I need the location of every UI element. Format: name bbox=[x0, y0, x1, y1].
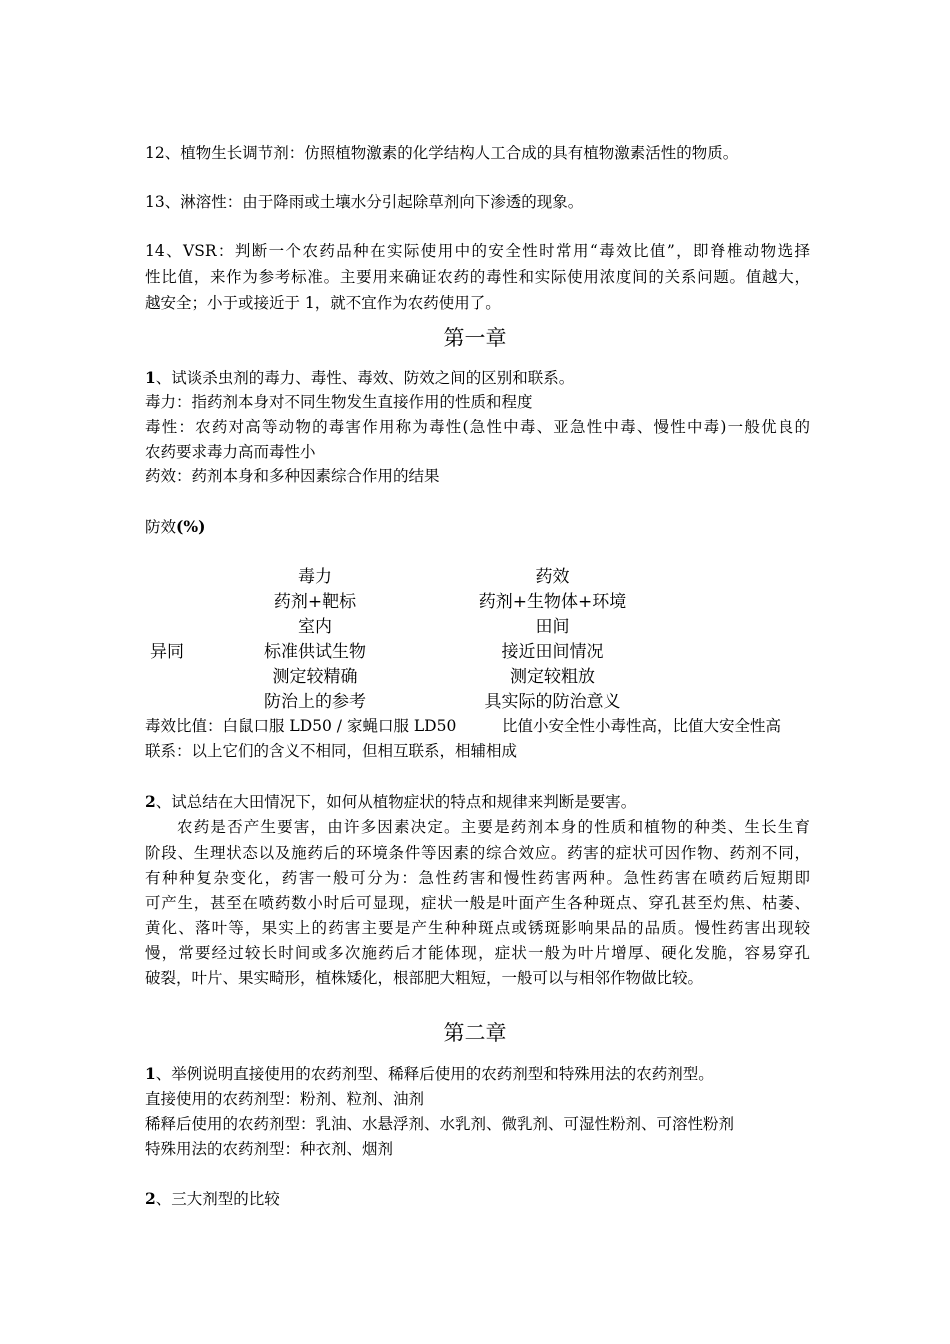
table-row-label: 异同 bbox=[150, 642, 184, 662]
chapter-1-title: 第一章 bbox=[443, 326, 507, 350]
table-cell: 室内 bbox=[298, 617, 332, 637]
duxiao-note: 比值小安全性小毒性高，比值大安全性高 bbox=[502, 717, 782, 735]
duli-definition: 毒力：指药剂本身对不同生物发生直接作用的性质和程度 bbox=[145, 393, 533, 411]
table-cell: 毒力 bbox=[298, 567, 332, 587]
table-cell: 标准供试生物 bbox=[264, 642, 366, 662]
chapter-1-question-2 bbox=[145, 789, 810, 815]
definition-14-line-2: 性比值，来作为参考标准。主要用来确证农药的毒性和实际使用浓度间的关系问题。值越大， bbox=[145, 268, 810, 286]
definition-14-line-3: 越安全；小于或接近于 1，就不宜作为农药使用了。 bbox=[145, 294, 501, 312]
duxing-definition-line-2: 农药要求毒力高而毒性小 bbox=[145, 443, 316, 461]
table-cell: 药剂+生物体+环境 bbox=[478, 592, 627, 612]
definition-12: 12、植物生长调节剂：仿照植物激素的化学结构人工合成的具有植物激素活性的物质。 bbox=[145, 144, 739, 162]
duxiao-ratio: 毒效比值：白鼠口服 LD50 / 家蝇口服 LD50 比值小安全性小毒性高，比值大安全性高 bbox=[145, 713, 810, 739]
question-text: 、三大剂型的比较 bbox=[155, 1190, 280, 1208]
table-cell: 防治上的参考 bbox=[264, 692, 366, 712]
chapter-1-question-1 bbox=[145, 365, 810, 391]
special-formulations: 特殊用法的农药剂型：种衣剂、烟剂 bbox=[145, 1140, 394, 1158]
question-number: 2 bbox=[145, 1189, 156, 1208]
table-cell: 药效 bbox=[535, 567, 570, 587]
question-text: 、试总结在大田情况下，如何从植物症状的特点和规律来判断是要害。 bbox=[155, 793, 637, 811]
table-cell: 药剂+靶标 bbox=[273, 592, 357, 612]
question-number: 2 bbox=[145, 792, 156, 811]
direct-formulations: 直接使用的农药剂型：粉剂、粒剂、油剂 bbox=[145, 1090, 425, 1108]
duxing-definition-line-1: 毒性：农药对高等动物的毒害作用称为毒性(急性中毒、亚急性中毒、慢性中毒)一般优良的 bbox=[145, 418, 810, 436]
question-text: 、试谈杀虫剂的毒力、毒性、毒效、防效之间的区别和联系。 bbox=[155, 369, 575, 387]
answer-paragraph-line: 破裂，叶片、果实畸形，植株矮化，根部肥大粗短，一般可以与相邻作物做比较。 bbox=[145, 969, 704, 987]
question-text: 、举例说明直接使用的农药剂型、稀释后使用的农药剂型和特殊用法的农药剂型。 bbox=[155, 1065, 714, 1083]
definition-13: 13、淋溶性：由于降雨或土壤水分引起除草剂向下渗透的现象。 bbox=[145, 193, 584, 211]
chapter-2-question-2 bbox=[145, 1186, 810, 1212]
table-cell: 测定较精确 bbox=[272, 667, 358, 687]
lianxi-text: 联系：以上它们的含义不相同，但相互联系，相辅相成 bbox=[145, 742, 518, 760]
question-number: 1 bbox=[145, 1064, 156, 1083]
answer-paragraph-line: 可产生，甚至在喷药数小时后可显现，症状一般是叶面产生各种斑点、穿孔甚至灼焦、枯萎、 bbox=[145, 894, 810, 912]
chapter-2-title: 第二章 bbox=[443, 1021, 507, 1045]
fangxiao-label: 防效(%) bbox=[145, 517, 206, 536]
answer-paragraph-line: 阶段、生理状态以及施药后的环境条件等因素的综合效应。药害的症状可因作物、药剂不同， bbox=[145, 844, 810, 862]
answer-paragraph-line: 有种种复杂变化，药害一般可分为：急性药害和慢性药害两种。急性药害在喷药后短期即 bbox=[145, 869, 810, 887]
question-number: 1 bbox=[145, 368, 156, 387]
answer-paragraph-line: 慢，常要经过较长时间或多次施药后才能体现，症状一般为叶片增厚、硬化发脆，容易穿孔 bbox=[145, 944, 810, 962]
table-cell: 测定较粗放 bbox=[510, 667, 595, 687]
diluted-formulations: 稀释后使用的农药剂型：乳油、水悬浮剂、水乳剂、微乳剂、可湿性粉剂、可溶性粉剂 bbox=[145, 1115, 735, 1133]
table-cell: 具实际的防治意义 bbox=[484, 692, 621, 712]
chapter-2-question-1 bbox=[145, 1061, 810, 1087]
answer-paragraph-line: 农药是否产生要害，由许多因素决定。主要是药剂本身的性质和植物的种类、生长生育 bbox=[177, 818, 810, 836]
yaoxiao-definition: 药效：药剂本身和多种因素综合作用的结果 bbox=[145, 467, 440, 485]
table-cell: 田间 bbox=[535, 617, 570, 637]
table-cell: 接近田间情况 bbox=[501, 642, 604, 662]
answer-paragraph-line: 黄化、落叶等，果实上的药害主要是产生种种斑点或锈斑影响果品的品质。慢性药害出现较 bbox=[145, 919, 810, 937]
definition-14-line-1: 14、VSR：判断一个农药品种在实际使用中的安全性时常用“毒效比值”，即脊椎动物选择 bbox=[145, 242, 810, 260]
